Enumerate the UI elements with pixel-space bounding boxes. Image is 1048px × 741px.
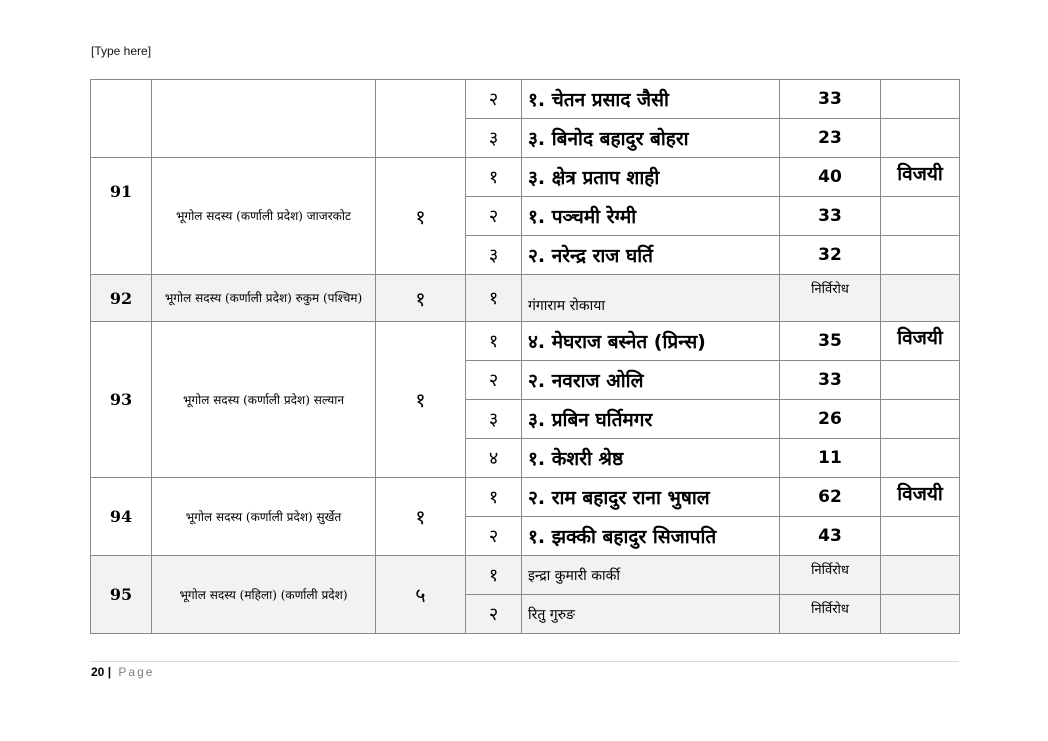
table-row — [91, 556, 960, 595]
rank-cell: १ — [466, 322, 522, 361]
votes-cell: 43 — [780, 517, 881, 556]
votes-cell: 33 — [780, 361, 881, 400]
candidate-name: २. नरेन्द्र राज घर्ति — [522, 236, 780, 275]
rank-cell: २ — [466, 595, 522, 634]
candidate-name: १. चेतन प्रसाद जैसी — [522, 80, 780, 119]
candidate-name: ३. क्षेत्र प्रताप शाही — [522, 158, 780, 197]
votes-cell: 26 — [780, 400, 881, 439]
rank-cell: ३ — [466, 119, 522, 158]
votes-cell: निर्विरोध — [780, 595, 881, 634]
page-number: 20 — [91, 665, 105, 679]
candidate-name: गंगाराम रोकाया — [522, 275, 780, 322]
votes-cell: निर्विरोध — [780, 556, 881, 595]
candidate-name: ४. मेघराज बस्नेत (प्रिन्स) — [522, 322, 780, 361]
result-cell — [881, 80, 960, 119]
rank-cell: १ — [466, 556, 522, 595]
constituency-cell: भूगोल सदस्य (महिला) (कर्णाली प्रदेश) — [152, 556, 376, 634]
serial-cell: 95 — [91, 556, 152, 634]
constituency-cell: भूगोल सदस्य (कर्णाली प्रदेश) सुर्खेत — [152, 478, 376, 556]
serial-cell — [91, 80, 152, 158]
votes-cell: 32 — [780, 236, 881, 275]
serial-cell: 91 — [91, 158, 152, 275]
candidate-name: १. झक्की बहादुर सिजापति — [522, 517, 780, 556]
result-cell: विजयी — [881, 322, 960, 361]
serial-cell: 94 — [91, 478, 152, 556]
constituency-cell: भूगोल सदस्य (कर्णाली प्रदेश) सल्यान — [152, 322, 376, 478]
result-cell: विजयी — [881, 158, 960, 197]
candidate-name: १. केशरी श्रेष्ठ — [522, 439, 780, 478]
result-cell — [881, 197, 960, 236]
seats-cell: १ — [376, 158, 466, 275]
table-row — [91, 322, 960, 361]
serial-cell: 92 — [91, 275, 152, 322]
rank-cell: ३ — [466, 236, 522, 275]
candidate-name: इन्द्रा कुमारी कार्की — [522, 556, 780, 595]
seats-cell: १ — [376, 275, 466, 322]
result-cell — [881, 556, 960, 595]
rank-cell: १ — [466, 478, 522, 517]
result-cell — [881, 236, 960, 275]
rank-cell: ४ — [466, 439, 522, 478]
seats-cell: १ — [376, 322, 466, 478]
result-cell — [881, 275, 960, 322]
candidate-name: १. पञ्चमी रेग्मी — [522, 197, 780, 236]
result-cell — [881, 439, 960, 478]
page-footer — [91, 665, 154, 679]
rank-cell: ३ — [466, 400, 522, 439]
election-results-table — [90, 79, 960, 634]
rank-cell: २ — [466, 197, 522, 236]
footer-separator: | — [107, 665, 112, 679]
footer-divider — [90, 661, 959, 662]
table-row — [91, 158, 960, 197]
page-label: Page — [118, 665, 155, 679]
votes-cell: 23 — [780, 119, 881, 158]
rank-cell: २ — [466, 517, 522, 556]
seats-cell — [376, 80, 466, 158]
votes-cell: 40 — [780, 158, 881, 197]
constituency-cell: भूगोल सदस्य (कर्णाली प्रदेश) जाजरकोट — [152, 158, 376, 275]
candidate-name: ३. बिनोद बहादुर बोहरा — [522, 119, 780, 158]
page-header: [Type here] — [91, 44, 152, 58]
seats-cell: १ — [376, 478, 466, 556]
serial-cell: 93 — [91, 322, 152, 478]
candidate-name: २. राम बहादुर राना भुषाल — [522, 478, 780, 517]
result-cell — [881, 400, 960, 439]
rank-cell: १ — [466, 158, 522, 197]
constituency-cell — [152, 80, 376, 158]
rank-cell: २ — [466, 80, 522, 119]
votes-cell: 11 — [780, 439, 881, 478]
constituency-cell: भूगोल सदस्य (कर्णाली प्रदेश) रुकुम (पश्चिम) — [152, 275, 376, 322]
rank-cell: १ — [466, 275, 522, 322]
votes-cell: 33 — [780, 80, 881, 119]
votes-cell: निर्विरोध — [780, 275, 881, 322]
result-cell — [881, 517, 960, 556]
votes-cell: 62 — [780, 478, 881, 517]
table-row — [91, 275, 960, 322]
rank-cell: २ — [466, 361, 522, 400]
votes-cell: 35 — [780, 322, 881, 361]
result-cell — [881, 361, 960, 400]
candidate-name: २. नवराज ओलि — [522, 361, 780, 400]
candidate-name: रितु गुरुङ — [522, 595, 780, 634]
result-cell: विजयी — [881, 478, 960, 517]
result-cell — [881, 119, 960, 158]
table-row — [91, 478, 960, 517]
table-row — [91, 80, 960, 119]
candidate-name: ३. प्रबिन घर्तिमगर — [522, 400, 780, 439]
result-cell — [881, 595, 960, 634]
votes-cell: 33 — [780, 197, 881, 236]
seats-cell: ५ — [376, 556, 466, 634]
